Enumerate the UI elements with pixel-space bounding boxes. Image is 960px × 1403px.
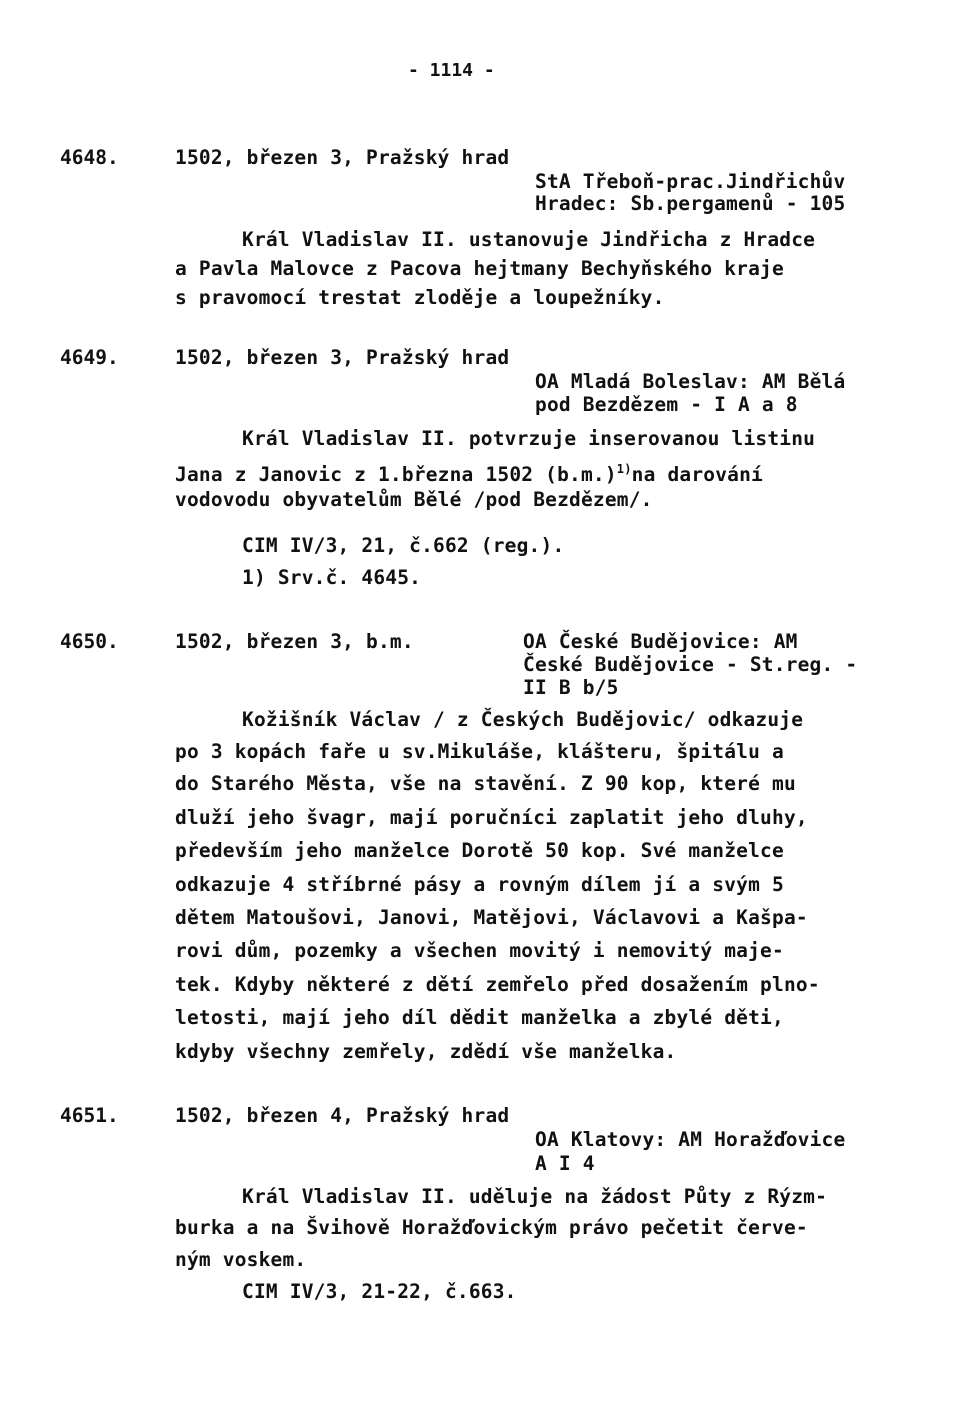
entry-header: 1502, březen 3, b.m. (175, 630, 414, 653)
entry-text-line: do Starého Města, vše na stavění. Z 90 kop, které mu (175, 772, 796, 795)
entry-text-line: kdyby všechny zemřely, zdědí vše manželka. (175, 1040, 677, 1063)
entry-text-line: s pravomocí trestat zloděje a loupežníky. (175, 286, 665, 309)
entry-text-line: odkazuje 4 stříbrné pásy a rovným dílem jí a svým 5 (175, 873, 784, 896)
entry-number: 4648. (60, 146, 119, 169)
citation: CIM IV/3, 21, č.662 (reg.). (242, 534, 565, 557)
archive-line: A I 4 (535, 1152, 595, 1175)
entry-text-line: ným voskem. (175, 1248, 307, 1271)
entry-text-line: vodovodu obyvatelům Bělé /pod Bezdězem/. (175, 488, 653, 511)
entry-text-line: letosti, mají jeho díl dědit manželka a zbylé děti, (175, 1006, 784, 1029)
entry-text-line: burka a na Švihově Horažďovickým právo pečetit červe- (175, 1216, 808, 1239)
archive-line: StA Třeboň-prac.Jindřichův (535, 170, 846, 193)
entry-text-line: Král Vladislav II. ustanovuje Jindřicha z Hradce (242, 228, 816, 251)
page-number: - 1114 - (408, 60, 495, 81)
entry-number: 4649. (60, 346, 119, 369)
footnote-mark: 1) (616, 462, 632, 476)
citation: CIM IV/3, 21-22, č.663. (242, 1280, 517, 1303)
archive-line: České Budějovice - St.reg. - (523, 653, 858, 676)
entry-text-line: po 3 kopách faře u sv.Mikuláše, klášteru, špitálu a (175, 740, 784, 763)
archive-line: pod Bezdězem - I A a 8 (535, 393, 798, 416)
entry-text-line: tek. Kdyby některé z dětí zemřelo před dosažením plno- (175, 973, 820, 996)
entry-text-line: a Pavla Malovce z Pacova hejtmany Bechyňského kraje (175, 257, 784, 280)
entry-header: 1502, březen 4, Pražský hrad (175, 1104, 510, 1127)
archive-line: OA Klatovy: AM Horažďovice (535, 1128, 846, 1151)
entry-text-line: dluží jeho švagr, mají poručníci zaplatit jeho dluhy, (175, 806, 808, 829)
entry-text-line: rovi dům, pozemky a všechen movitý i nemovitý maje- (175, 939, 784, 962)
archive-line: OA České Budějovice: AM (523, 630, 798, 653)
entry-text-line: Král Vladislav II. uděluje na žádost Půty z Rýzm- (242, 1185, 828, 1208)
entry-number: 4650. (60, 630, 119, 653)
entry-text-line: především jeho manželce Dorotě 50 kop. Své manželce (175, 839, 784, 862)
archive-line: Hradec: Sb.pergamenů - 105 (535, 192, 846, 215)
entry-header: 1502, březen 3, Pražský hrad (175, 146, 510, 169)
entry-header: 1502, březen 3, Pražský hrad (175, 346, 510, 369)
footnote: 1) Srv.č. 4645. (242, 566, 422, 589)
entry-text-line: Jana z Janovic z 1.března 1502 $(b.m.)^{1)}na$ darování (175, 462, 763, 486)
entry-number: 4651. (60, 1104, 119, 1127)
archive-line: OA Mladá Boleslav: AM Bělá (535, 370, 846, 393)
archive-line: II B b/5 (523, 676, 619, 699)
entry-text-line: Král Vladislav II. potvrzuje inserovanou listinu (242, 427, 816, 450)
entry-text-line: Kožišník Václav / z Českých Budějovic/ odkazuje (242, 708, 804, 731)
entry-text-line: dětem Matoušovi, Janovi, Matějovi, Václavovi a Kašpa- (175, 906, 808, 929)
